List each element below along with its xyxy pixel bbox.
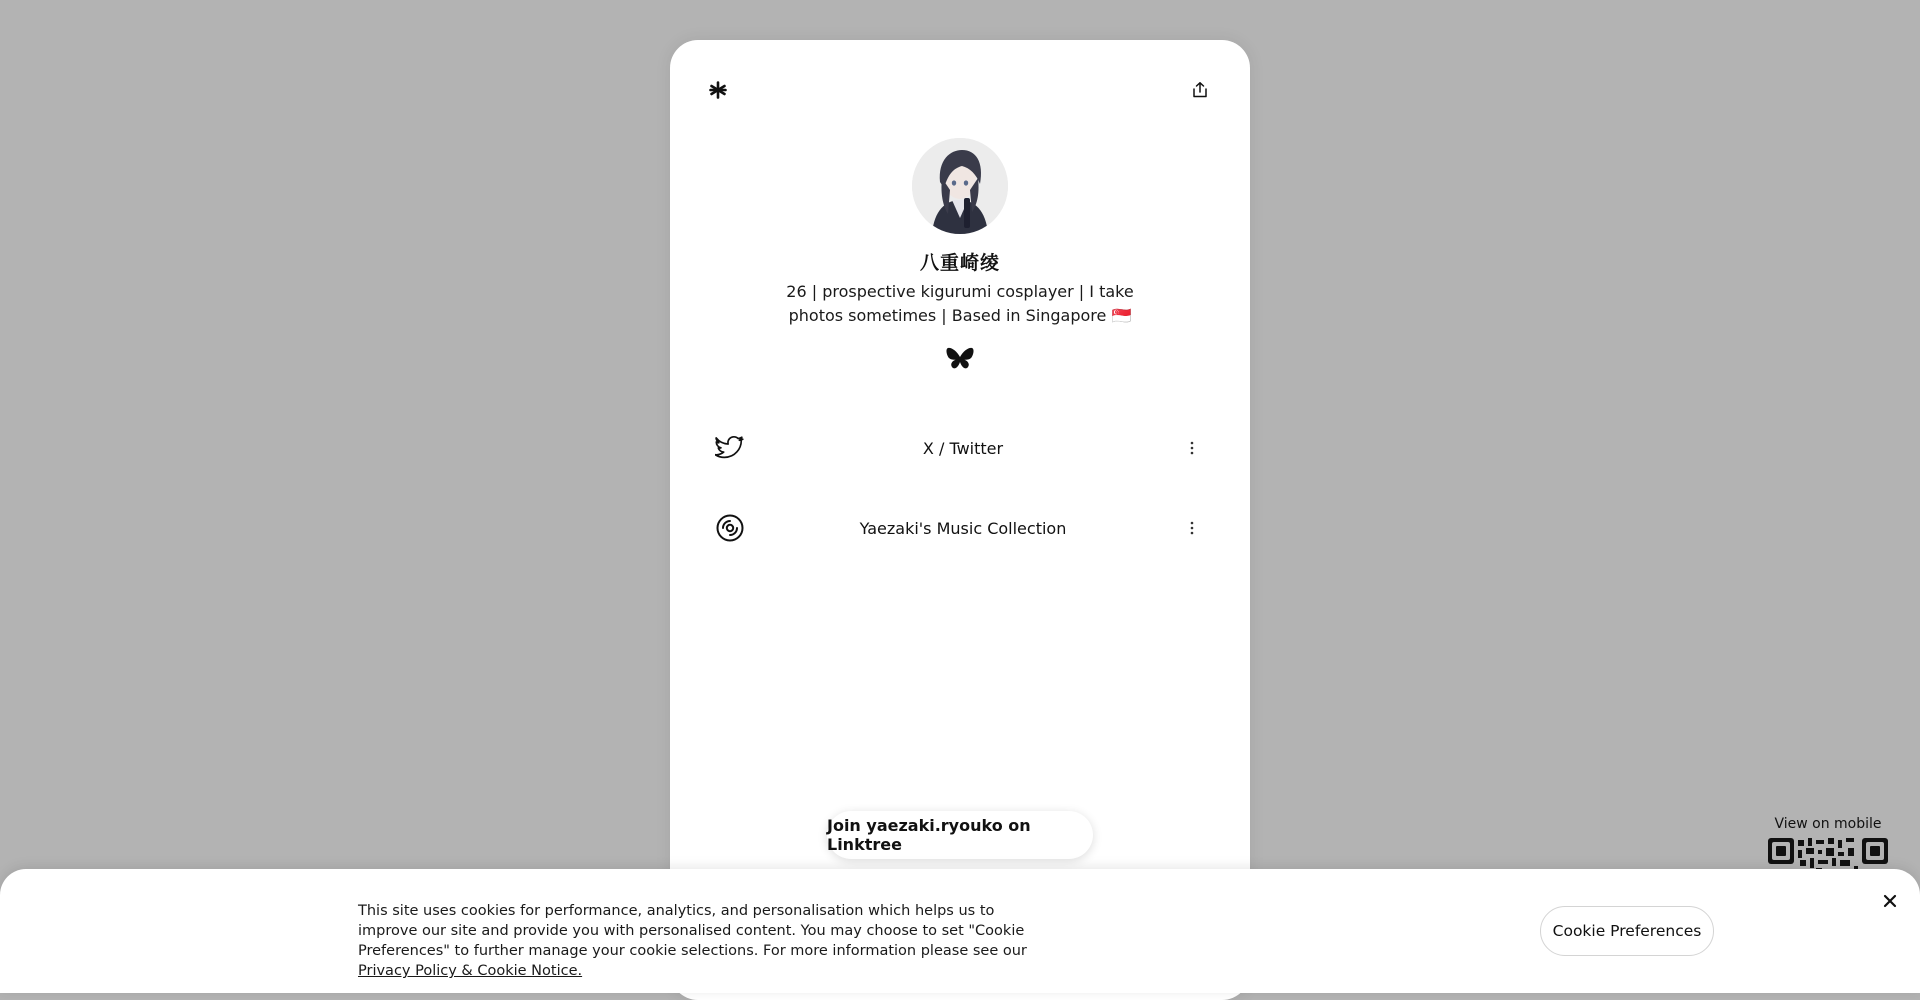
profile-card [670,40,1250,1000]
twitter-bird-icon [714,432,746,464]
link-x-twitter[interactable] [710,418,1210,478]
profile-name: 八重崎绫 [919,252,1000,274]
profile-bio: 26 | prospective kigurumi cosplayer | I take photos sometimes | Based in Singapore 🇸🇬 [786,282,1134,325]
cookie-preferences-button[interactable]: Cookie Preferences [1540,906,1714,956]
share-icon[interactable] [1186,76,1214,104]
link-music-collection[interactable] [710,498,1210,558]
avatar-image [912,138,1008,234]
join-linktree-button[interactable]: Join yaezaki.ryouko on Linktree [827,811,1093,859]
more-options-icon[interactable] [1180,436,1204,460]
bluesky-butterfly-icon[interactable] [945,344,975,374]
qr-label: View on mobile [1774,816,1882,832]
cookie-banner [0,869,1920,993]
music-disc-icon [714,512,746,544]
cookie-text [358,901,1058,981]
link-label: X / Twitter [922,438,1004,458]
privacy-policy-link[interactable]: Privacy Policy & Cookie Notice. [358,963,583,979]
more-options-icon[interactable] [1180,516,1204,540]
close-icon[interactable] [1878,889,1902,913]
cookie-message: This site uses cookies for performance, analytics, and personalisation which helps us to improve our site and provide you with personalised content. You may choose to set "Cookie Preferences" to further manage your cookie selections. For more information please see our [358,903,1027,959]
link-label: Yaezaki's Music Collection [859,518,1067,538]
avatar [912,138,1008,234]
linktree-logo-icon[interactable] [704,76,732,104]
